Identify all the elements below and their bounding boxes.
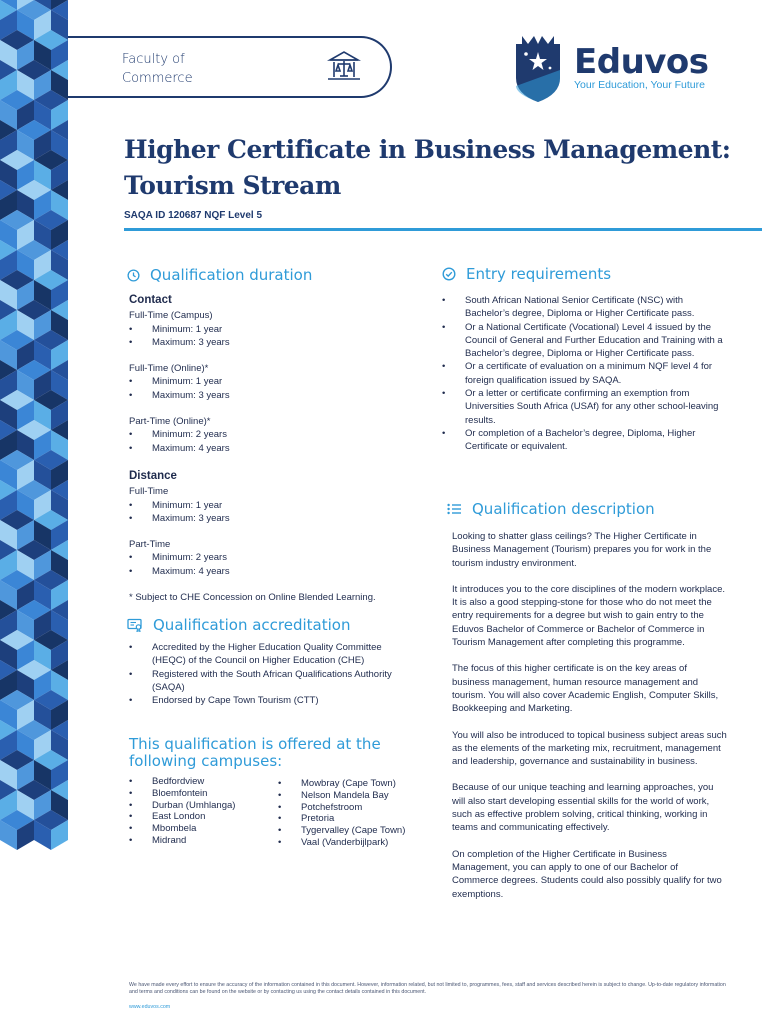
description-paragraph: It introduces you to the core disciplines of the modern workplace. It is also a good stepping-stone for those who do not meet the entry requirements for a degree but wish to gain entry to the Eduvos Bachelor of Commerce or Bachelor of Commerce in Tourism Management after completing this programme. [452, 583, 726, 649]
campus-list-right [278, 778, 428, 849]
saqa-id: SAQA ID 120687 NQF Level 5 [124, 210, 263, 221]
campus-item: • Pretoria [278, 813, 428, 825]
list-item: • Maximum: 4 years [129, 442, 419, 455]
campus-item: • Tygervalley (Cape Town) [278, 825, 428, 837]
description-paragraph: Looking to shatter glass ceilings? The Higher Certificate in Business Management (Tourism) prepares you for work in the tourism industry environment. [452, 531, 712, 569]
contact-fulltime-campus [129, 309, 419, 349]
distance-fulltime [129, 485, 419, 525]
mode-label: Part-Time [129, 539, 171, 551]
campus-item: • Midrand [129, 835, 279, 847]
mode-label: Part-Time (Online)* [129, 416, 211, 428]
duration-heading [127, 266, 312, 284]
page-title: Higher Certificate in Business Management: Tourism Stream [124, 135, 731, 200]
list-item: • Maximum: 3 years [129, 389, 419, 402]
campus-item: • Durban (Umhlanga) [129, 800, 279, 812]
list-item: • Or a letter or certificate confirming an exemption from Universities South Africa (USAf) for any other school-leaving results. [442, 387, 728, 427]
faculty-badge [68, 36, 392, 98]
entry-heading [442, 265, 611, 283]
campus-item: • Potchefstroom [278, 802, 428, 814]
distance-subheading: Distance [129, 469, 177, 482]
entry-heading-text: Entry requirements [466, 265, 612, 283]
description-section [452, 530, 727, 914]
footer-website-link[interactable]: www.eduvos.com [129, 1004, 171, 1010]
shield-star-icon [512, 32, 564, 104]
list-item: • Minimum: 2 years [129, 428, 419, 441]
contact-parttime-online [129, 415, 419, 455]
list-item: • Minimum: 2 years [129, 551, 419, 564]
campus-item: • East London [129, 811, 279, 823]
description-paragraph: Because of our unique teaching and learning approaches, you will also start developing essential skills for the world of work, such as effective problem solving, critical thinking, working in teams and communicating effectively. [452, 782, 714, 834]
entry-section [442, 294, 728, 454]
description-paragraph: On completion of the Higher Certificate in Business Management, you can apply to one of our Bachelor of Commerce degrees. Students could also possibly qualify for two exemptions. [452, 848, 722, 900]
logo-wordmark: Eduvos [574, 42, 709, 82]
mode-label: Full-Time (Online)* [129, 363, 209, 375]
campus-item: • Vaal (Vanderbijlpark) [278, 837, 428, 849]
list-item: • Or a National Certificate (Vocational) Level 4 issued by the Council of General and Further Education and Training with a Bachelor’s degree, Diploma or Higher Certificate pass. [442, 321, 728, 361]
online-concession-note: * Subject to CHE Concession on Online Blended Learning. [129, 592, 376, 604]
campus-item: • Bedfordview [129, 776, 279, 788]
faculty-label: Faculty of Commerce [122, 52, 193, 86]
cube-pattern [0, 0, 68, 1024]
list-item: • Endorsed by Cape Town Tourism (CTT) [129, 694, 414, 707]
list-item: • Maximum: 4 years [129, 565, 419, 578]
accreditation-section [129, 641, 414, 707]
clock-icon [127, 269, 140, 282]
contact-subheading: Contact [129, 294, 172, 306]
campus-item: • Bloemfontein [129, 788, 279, 800]
eduvos-logo[interactable] [512, 32, 732, 107]
duration-section [129, 294, 419, 604]
list-item: • Or a certificate of evaluation on a minimum NQF level 4 for foreign qualification issued by SAQA. [442, 360, 728, 387]
accreditation-heading-text: Qualification accreditation [153, 616, 351, 634]
list-icon [447, 503, 462, 515]
certificate-icon [127, 618, 143, 632]
footer-disclaimer: We have made every effort to ensure the accuracy of the information contained in this document. However, information related, but not limited to, programmes, fees, staff and services described herein is subject to change. Up-to-date regulatory information and terms and conditions can be found on the website or by contacting us using the contact details contained in this document. [129, 982, 726, 995]
courthouse-scales-icon [324, 46, 364, 86]
list-item: • Minimum: 1 year [129, 323, 419, 336]
description-heading [447, 500, 655, 518]
mode-label: Full-Time [129, 486, 169, 498]
contact-fulltime-online [129, 362, 419, 402]
campus-item: • Mowbray (Cape Town) [278, 778, 428, 790]
campus-list-left [129, 776, 279, 847]
list-item: • Minimum: 1 year [129, 375, 419, 388]
campus-item: • Mbombela [129, 823, 279, 835]
mode-label: Full-Time (Campus) [129, 310, 213, 322]
duration-heading-text: Qualification duration [150, 266, 313, 284]
description-paragraph: You will also be introduced to topical business subject areas such as the elements of the marketing mix, recruitment, management and leadership, governance and sustainability in business. [452, 729, 727, 768]
logo-tagline: Your Education, Your Future [574, 79, 705, 91]
check-circle-icon [442, 267, 456, 281]
list-item: • Accredited by the Higher Education Quality Committee (HEQC) of the Council on Higher Education (CHE) [129, 641, 414, 668]
campuses-heading: This qualification is offered at the following campuses: [129, 735, 381, 770]
decorative-cube-strip [0, 0, 68, 1024]
list-item: • South African National Senior Certificate (NSC) with Bachelor’s degree, Diploma or Higher Certificate pass. [442, 294, 728, 321]
list-item: • Minimum: 1 year [129, 499, 419, 512]
list-item: • Registered with the South African Qualifications Authority (SAQA) [129, 668, 414, 695]
accreditation-heading [127, 616, 350, 634]
list-item: • Maximum: 3 years [129, 512, 419, 525]
list-item: • Or completion of a Bachelor’s degree, Diploma, Higher Certificate or equivalent. [442, 427, 728, 454]
campus-item: • Nelson Mandela Bay [278, 790, 428, 802]
list-item: • Maximum: 3 years [129, 336, 419, 349]
description-paragraph: The focus of this higher certificate is on the key areas of business management, human resource management and tourism. You will also cover Academic English, Computer Skills, Bookkeeping and Marketing. [452, 663, 719, 715]
distance-parttime [129, 538, 419, 578]
title-divider [124, 228, 762, 231]
description-heading-text: Qualification description [472, 500, 655, 518]
